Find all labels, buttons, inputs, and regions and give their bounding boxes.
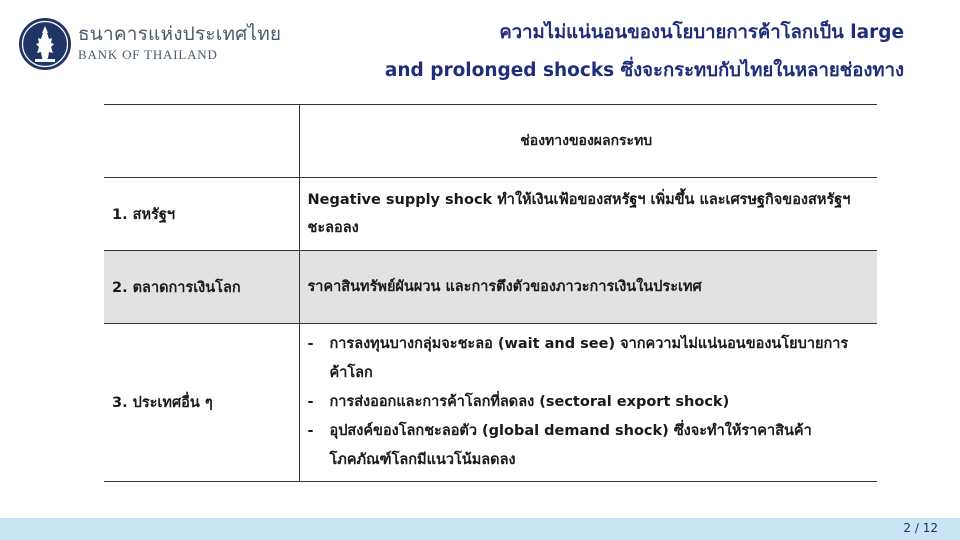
list-item <box>308 388 866 417</box>
table-header-blank <box>104 105 299 178</box>
table-header-channels: ช่องทางของผลกระทบ <box>520 133 653 149</box>
table-row <box>104 178 877 251</box>
impact-channels-table <box>104 104 877 482</box>
table-header-row <box>104 105 877 178</box>
row-label-us: 1. สหรัฐฯ <box>104 178 299 251</box>
footer-bar <box>0 518 960 540</box>
slide-title-line-2: and prolonged shocks ซึ่งจะกระทบกับไทยในหลายช่องทาง <box>384 60 904 81</box>
row-text-us: Negative supply shock ทำให้เงินเฟ้อของสหรัฐฯ เพิ่มขึ้น และเศรษฐกิจของสหรัฐฯ ชะลอลง <box>307 192 851 236</box>
table-row <box>104 324 877 482</box>
brand-block <box>78 22 281 63</box>
page-number: 2 / 12 <box>903 521 938 535</box>
slide-title <box>304 14 904 90</box>
slide-title-line-1: ความไม่แน่นอนของนโยบายการค้าโลกเป็น large <box>499 22 904 43</box>
brand-name-english: BANK OF THAILAND <box>78 47 218 62</box>
row-text-other-countries <box>299 324 877 482</box>
bullet-dash: - <box>307 423 314 439</box>
row-label-other-countries: 3. ประเทศอื่น ๆ <box>104 324 299 482</box>
list-item <box>308 330 866 388</box>
row-label-global-finance: 2. ตลาดการเงินโลก <box>104 251 299 324</box>
bullet-text: การส่งออกและการค้าโลกที่ลดลง (sectoral export shock) <box>329 394 730 410</box>
list-item <box>308 417 866 475</box>
bank-logo-icon <box>18 17 72 71</box>
bullet-dash: - <box>307 394 314 410</box>
bullet-text: อุปสงค์ของโลกชะลอตัว (global demand shock) ซึ่งจะทำให้ราคาสินค้าโภคภัณฑ์โลกมีแนวโน้มลดลง <box>329 423 812 468</box>
table-row <box>104 251 877 324</box>
bullet-list <box>308 330 866 475</box>
bullet-dash: - <box>307 336 314 352</box>
row-text-global-finance: ราคาสินทรัพย์ผันผวน และการตึงตัวของภาวะการเงินในประเทศ <box>299 251 877 324</box>
bullet-text: การลงทุนบางกลุ่มจะชะลอ (wait and see) จากความไม่แน่นอนของนโยบายการค้าโลก <box>329 336 849 381</box>
brand-name-thai: ธนาคารแห่งประเทศไทย <box>78 23 282 45</box>
